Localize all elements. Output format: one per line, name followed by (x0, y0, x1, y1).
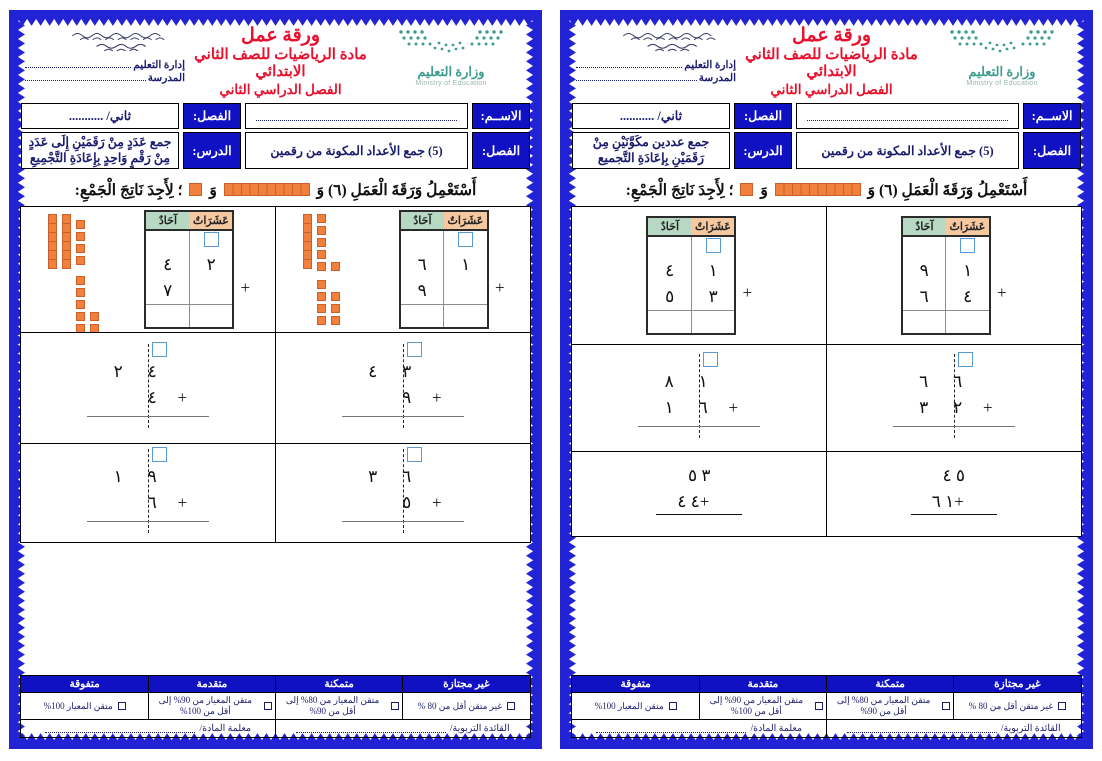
footer-criteria-row (21, 693, 530, 720)
class-value[interactable]: ثاني/ ........... (572, 103, 730, 129)
plus-sign: + (954, 491, 964, 511)
footer-criteria-row (572, 693, 1081, 720)
unit-cube-icon (317, 262, 326, 271)
teacher-label: معلمة المادة/ (199, 723, 252, 734)
stacked-sum-problem (624, 466, 774, 522)
addend1-ones: ٤ (163, 255, 173, 275)
lesson-label: الدرس: (734, 132, 792, 169)
place-value-problem (901, 216, 1007, 335)
teacher-blank[interactable] (596, 724, 746, 733)
checkbox[interactable] (264, 702, 272, 710)
carry-box[interactable] (152, 447, 167, 462)
addend1-tens: ٨ (664, 372, 674, 392)
place-value-problem (301, 210, 505, 330)
problem-box[interactable] (275, 332, 531, 444)
place-value-table (901, 216, 991, 335)
student-info-row-left (21, 103, 530, 129)
unit-cube-icon (317, 250, 326, 259)
leader-signature-cell[interactable] (275, 719, 531, 738)
addend1-ones: ٦ (417, 255, 427, 275)
problem-grid-right (572, 207, 1081, 536)
unit-cube-icon (76, 312, 85, 321)
ones-header: آحَادٌ (400, 211, 444, 230)
carry-box[interactable] (706, 238, 721, 253)
instruction-mid-left: وَ (209, 182, 217, 200)
plus-sign: + (177, 492, 188, 512)
title-line-3: الابتدائي (255, 64, 306, 81)
tens-rod-icon (775, 183, 861, 201)
teacher-signature-cell[interactable] (571, 719, 827, 738)
addend2-ones: ٦ (698, 398, 708, 418)
addend1-tens: ٦ (919, 372, 929, 392)
lesson-info-row-left (21, 132, 530, 169)
instruction-text-left (21, 181, 530, 200)
name-blank (807, 111, 1008, 121)
admin-office-field (25, 59, 185, 71)
ministry-logo-block (927, 23, 1077, 87)
plus-sign: + (240, 277, 251, 297)
level-criterion: متقن المعيار 100% (594, 700, 664, 711)
page-spacer (572, 536, 1081, 676)
worksheet-title-block (736, 23, 927, 97)
addend1-ones: ٩ (919, 261, 929, 281)
level-title: متقدمة (699, 675, 828, 693)
addend2-tens: ٤ (946, 284, 990, 310)
answer-ones[interactable] (902, 310, 946, 334)
saudi-emblem-icon (618, 25, 736, 57)
tens-rod-icon (224, 183, 310, 201)
unit-cube-icon (331, 316, 340, 325)
addend2-ones: ٥ (402, 492, 412, 512)
unit-cube-icon (331, 292, 340, 301)
tens-header: عَشَرَاتٌ (691, 217, 735, 236)
addend1-row (323, 467, 483, 487)
problem-box[interactable] (20, 206, 276, 334)
leader-blank[interactable] (296, 724, 446, 733)
base-ten-blocks (301, 210, 393, 330)
carry-cell[interactable] (189, 230, 233, 252)
vertical-sum-problem (323, 447, 483, 539)
addend1-tens: ٢ (113, 362, 123, 382)
unit-cube-icon (76, 276, 85, 285)
problem-box[interactable] (20, 332, 276, 444)
class-value[interactable]: ثاني/ ........... (21, 103, 179, 129)
empty-cell (647, 236, 691, 258)
admin-office-label: إدارة التعليم (133, 60, 185, 71)
addend2-row (619, 398, 779, 418)
name-input[interactable] (796, 103, 1019, 129)
problem-box[interactable] (826, 344, 1082, 452)
problem-row (572, 345, 1081, 451)
answer-rule (638, 426, 760, 427)
problem-box[interactable] (826, 206, 1082, 346)
unit-cube-icon (90, 312, 99, 321)
unit-cube-icon (331, 304, 340, 313)
ministry-of-education-logo-icon (946, 28, 1058, 58)
addend2-ones: ٢ (953, 398, 963, 418)
addend1-row (879, 466, 1029, 486)
school-field (576, 72, 736, 84)
title-line-2: مادة الرياضيات للصف الثاني (194, 47, 367, 64)
carry-box[interactable] (703, 352, 718, 367)
base-ten-blocks (46, 210, 138, 330)
plus-sign: + (431, 492, 442, 512)
problem-box[interactable] (275, 206, 531, 334)
problem-grid-left (21, 207, 530, 542)
vertical-sum-problem (68, 342, 228, 434)
addend2-ones: ٩ (417, 281, 427, 301)
worksheet-page-right (551, 0, 1102, 761)
title-line-3: الابتدائي (806, 64, 857, 81)
unit-cube-icon (317, 238, 326, 247)
teacher-blank[interactable] (45, 724, 195, 733)
leader-label: القائدة التربوية/ (1000, 723, 1061, 734)
addend1-tens: ١ (113, 466, 123, 486)
addend2-tens: ٣ (919, 398, 929, 418)
ministry-logo-block (376, 23, 526, 87)
unit-label: الفصل: (1023, 132, 1081, 169)
name-label: الاســم: (1023, 103, 1081, 129)
unit-cube-icon (317, 292, 326, 301)
answer-tens[interactable] (946, 310, 990, 334)
addend1-row (619, 372, 779, 392)
addend1-ones: ٦ (402, 466, 412, 486)
level-criterion: متقن المعيار من 90% إلى أقل من 100% (158, 695, 253, 717)
addend2-ones: ٥ (665, 287, 675, 307)
addend1-ones: ٩ (147, 466, 157, 486)
addend1-row (624, 466, 774, 486)
level-title: متمكنة (826, 675, 955, 693)
empty-cell (400, 230, 444, 252)
problem-box[interactable] (571, 206, 827, 346)
page-header-right (572, 21, 1081, 103)
addend1-tens: ١ (946, 258, 990, 284)
unit-cube-icon (76, 256, 85, 265)
level-title: غير مجتازة (402, 675, 531, 693)
unit-value: (5) جمع الأعداد المكونة من رقمين (796, 132, 1019, 169)
level-criterion-cell[interactable] (20, 692, 149, 720)
school-field (25, 72, 185, 84)
addend1-ones: ١ (698, 372, 708, 392)
addend2-tens (444, 278, 488, 304)
addend1-row (323, 362, 483, 382)
level-title: متفوقة (20, 675, 149, 693)
checkbox[interactable] (942, 702, 950, 710)
level-title: غير مجتازة (953, 675, 1082, 693)
level-title: متمكنة (275, 675, 404, 693)
teacher-label: معلمة المادة/ (750, 723, 803, 734)
checkbox[interactable] (118, 702, 126, 710)
level-criterion-cell[interactable] (826, 692, 955, 720)
answer-rule (342, 521, 464, 522)
carry-cell[interactable] (946, 236, 990, 258)
addend1-row (68, 362, 228, 382)
level-criterion-cell[interactable] (953, 692, 1082, 720)
plus-sign: + (742, 283, 753, 303)
instruction-mid-right: وَ (760, 182, 768, 200)
place-value-problem (646, 216, 752, 335)
stacked-sum-problem (879, 466, 1029, 522)
answer-rule (893, 426, 1015, 427)
plus-sign: + (982, 398, 993, 418)
checkbox[interactable] (391, 702, 399, 710)
addend1-tens: ٣ (368, 466, 378, 486)
instruction-text-right (572, 181, 1081, 200)
unit-cube-icon (317, 304, 326, 313)
ministry-logo-wordmark: وزارة التعليم (968, 64, 1036, 79)
addend2-row (879, 492, 1029, 512)
tens-rod-icon (48, 214, 57, 269)
carry-box[interactable] (204, 232, 219, 247)
lesson-info-row-right (572, 132, 1081, 169)
problem-row (21, 333, 530, 443)
level-criterion-cell[interactable] (699, 692, 828, 720)
level-criterion-cell[interactable] (571, 692, 700, 720)
answer-tens[interactable] (691, 310, 735, 334)
ones-header: آحَادٌ (647, 217, 691, 236)
addend2: ٤ ٤ (677, 491, 700, 511)
page-spacer (21, 542, 530, 676)
ministry-admin-block (25, 23, 185, 85)
answer-rule (342, 416, 464, 417)
unit-cube-icon (76, 232, 85, 241)
tens-rod-icon (62, 214, 71, 269)
lesson-value-left: جمع عَدَدٍ مِنْ رَقَمَيْنِ إِلَى عَدَدٍ مِنْ رَقْمٍ وَاحِدٍ بِإِعَادَةِ التَّجْمِيعِ (21, 132, 179, 169)
level-criterion: متقن المعيار من 80% إلى أقل من 90% (836, 695, 931, 717)
unit-cube-icon (317, 226, 326, 235)
place-value-table (646, 216, 736, 335)
addend2-row (323, 493, 483, 513)
problem-row (572, 207, 1081, 345)
unit-value: (5) جمع الأعداد المكونة من رقمين (245, 132, 468, 169)
answer-tens[interactable] (189, 304, 233, 328)
lesson-label: الدرس: (183, 132, 241, 169)
addend2-row (68, 388, 228, 408)
problem-box[interactable] (20, 443, 276, 543)
title-line-1: ورقة عمل (240, 25, 321, 46)
checkbox[interactable] (507, 702, 515, 710)
saudi-emblem-icon (67, 25, 185, 57)
name-input[interactable] (245, 103, 468, 129)
addend1-row (874, 372, 1034, 392)
vertical-sum-problem (323, 342, 483, 434)
problem-box[interactable] (571, 451, 827, 537)
plus-sign: + (996, 283, 1007, 303)
addend2-row (68, 493, 228, 513)
carry-box[interactable] (960, 238, 975, 253)
instruction-post-left: ؛ لِأَجِدَ نَاتِجَ الْجَمْعِ: (74, 182, 183, 200)
unit-cube-icon (317, 214, 326, 223)
addend1-ones: ٤ (665, 261, 675, 281)
problem-row (21, 444, 530, 542)
problem-box[interactable] (275, 443, 531, 543)
ministry-logo-subtitle: Ministry of Education (415, 80, 487, 87)
addend1-tens: ١ (691, 258, 735, 284)
place-value-table (144, 210, 234, 329)
answer-tens[interactable] (444, 304, 488, 328)
leader-blank[interactable] (847, 724, 997, 733)
class-label: الفصل: (734, 103, 792, 129)
evaluation-footer-right (572, 676, 1081, 737)
addend2-tens (189, 278, 233, 304)
addend1: ٥ ٤ (942, 465, 966, 485)
admin-office-label: إدارة التعليم (684, 60, 736, 71)
unit-cube-icon (76, 300, 85, 309)
place-value-problem (46, 210, 250, 330)
level-criterion-cell[interactable] (275, 692, 404, 720)
addend2-tens: ١ (664, 398, 674, 418)
addend2-ones: ٦ (919, 287, 929, 307)
instruction-pre-right: أَسْتَعْمِلُ وَرَقَةَ الْعَمَلِ (٦) وَ (867, 182, 1028, 200)
answer-ones[interactable] (145, 304, 189, 328)
unit-cube-icon (76, 244, 85, 253)
carry-box[interactable] (407, 447, 422, 462)
instruction-pre-left: أَسْتَعْمِلُ وَرَقَةَ الْعَمَلِ (٦) وَ (316, 182, 477, 200)
ones-header: آحَادٌ (145, 211, 189, 230)
level-criterion: غير متقن أقل من 80 % (968, 700, 1054, 711)
student-info-row-right (572, 103, 1081, 129)
answer-rule (911, 514, 997, 515)
problem-row (21, 207, 530, 333)
school-label: المدرسة (147, 73, 185, 84)
addend2-row (874, 398, 1034, 418)
admin-office-blank[interactable] (25, 59, 131, 68)
title-line-4: الفصل الدراسي الثاني (219, 81, 342, 97)
place-value-table (399, 210, 489, 329)
problem-box[interactable] (826, 451, 1082, 537)
addend1-tens: ٤ (368, 362, 378, 382)
problem-row (572, 452, 1081, 536)
evaluation-footer-left (21, 676, 530, 737)
answer-rule (656, 514, 742, 515)
admin-office-field (576, 59, 736, 71)
addend1-tens: ١ (444, 252, 488, 278)
problem-box[interactable] (571, 344, 827, 452)
tens-header: عَشَرَاتٌ (444, 211, 488, 230)
admin-office-blank[interactable] (576, 59, 682, 68)
level-criterion: متقن المعيار 100% (43, 700, 113, 711)
addend2-ones: ٩ (402, 388, 412, 408)
unit-cube-icon (189, 183, 202, 201)
unit-cube-icon (317, 280, 326, 289)
teacher-signature-cell[interactable] (20, 719, 276, 738)
tens-rod-icon (303, 214, 312, 269)
addend1-ones: ٦ (953, 372, 963, 392)
plus-sign: + (494, 277, 505, 297)
answer-rule (87, 521, 209, 522)
school-blank[interactable] (576, 72, 697, 81)
answer-rule (87, 416, 209, 417)
addend2-row (323, 388, 483, 408)
addend1: ٣ ٥ (687, 465, 711, 485)
footer-header-row (21, 676, 530, 693)
carry-box[interactable] (958, 352, 973, 367)
addend2-tens: ٣ (691, 284, 735, 310)
ministry-logo-wordmark: وزارة التعليم (417, 64, 485, 79)
unit-cube-icon (76, 220, 85, 229)
carry-box[interactable] (458, 232, 473, 247)
footer-signature-row (21, 719, 530, 737)
unit-label: الفصل: (472, 132, 530, 169)
class-label: الفصل: (183, 103, 241, 129)
vertical-sum-problem (619, 352, 779, 444)
tens-header: عَشَرَاتٌ (189, 211, 233, 230)
addend2-ones: ٧ (163, 281, 173, 301)
checkbox[interactable] (815, 702, 823, 710)
answer-ones[interactable] (400, 304, 444, 328)
title-line-4: الفصل الدراسي الثاني (770, 81, 893, 97)
addend1-row (68, 467, 228, 487)
level-criterion: متقن المعيار من 90% إلى أقل من 100% (709, 695, 804, 717)
plus-sign: + (728, 398, 739, 418)
instruction-post-right: ؛ لِأَجِدَ نَاتِجَ الْجَمْعِ: (625, 182, 734, 200)
carry-cell[interactable] (444, 230, 488, 252)
level-criterion-cell[interactable] (402, 692, 531, 720)
level-title: متفوقة (571, 675, 700, 693)
addend2-row (624, 492, 774, 512)
vertical-sum-problem (68, 447, 228, 539)
footer-signature-row (572, 719, 1081, 737)
name-label: الاســم: (472, 103, 530, 129)
worksheet-title-block (185, 23, 376, 97)
carry-cell[interactable] (691, 236, 735, 258)
ones-header: آحَادٌ (902, 217, 946, 236)
unit-cube-icon (331, 262, 340, 271)
lesson-value-right: جمع عددين مكَوَّنَيْنِ مِنْ رَقَمَيْنِ بِإعَادَةِ التَّجميع (572, 132, 730, 169)
plus-sign: + (699, 491, 710, 511)
leader-signature-cell[interactable] (826, 719, 1082, 738)
ministry-logo-subtitle: Ministry of Education (966, 80, 1038, 87)
footer-header-row (572, 676, 1081, 693)
answer-ones[interactable] (647, 310, 691, 334)
plus-sign: + (177, 388, 188, 408)
checkbox[interactable] (1058, 702, 1066, 710)
page-header-left (21, 21, 530, 103)
level-criterion: غير متقن أقل من 80 % (417, 700, 503, 711)
addend2-ones: ٤ (147, 388, 157, 408)
carry-box[interactable] (407, 342, 422, 357)
school-label: المدرسة (698, 73, 736, 84)
empty-cell (902, 236, 946, 258)
leader-label: القائدة التربوية/ (449, 723, 510, 734)
ministry-of-education-logo-icon (395, 28, 507, 58)
plus-sign: + (431, 388, 442, 408)
addend2: ١ ٦ (931, 491, 955, 511)
unit-cube-icon (740, 183, 753, 201)
vertical-sum-problem (874, 352, 1034, 444)
addend1-ones: ٤ (147, 362, 157, 382)
tens-header: عَشَرَاتٌ (946, 217, 990, 236)
name-blank (256, 111, 457, 121)
level-criterion-cell[interactable] (148, 692, 277, 720)
unit-cube-icon (317, 316, 326, 325)
checkbox[interactable] (669, 702, 677, 710)
title-line-1: ورقة عمل (791, 25, 872, 46)
carry-box[interactable] (152, 342, 167, 357)
addend1-tens: ٢ (189, 252, 233, 278)
school-blank[interactable] (25, 72, 146, 81)
ministry-admin-block (576, 23, 736, 85)
addend2-ones: ٦ (147, 492, 157, 512)
addend1-ones: ٣ (402, 362, 412, 382)
level-title: متقدمة (148, 675, 277, 693)
title-line-2: مادة الرياضيات للصف الثاني (745, 47, 918, 64)
unit-cube-icon (76, 288, 85, 297)
level-criterion: متقن المعيار من 80% إلى أقل من 90% (285, 695, 380, 717)
empty-cell (145, 230, 189, 252)
